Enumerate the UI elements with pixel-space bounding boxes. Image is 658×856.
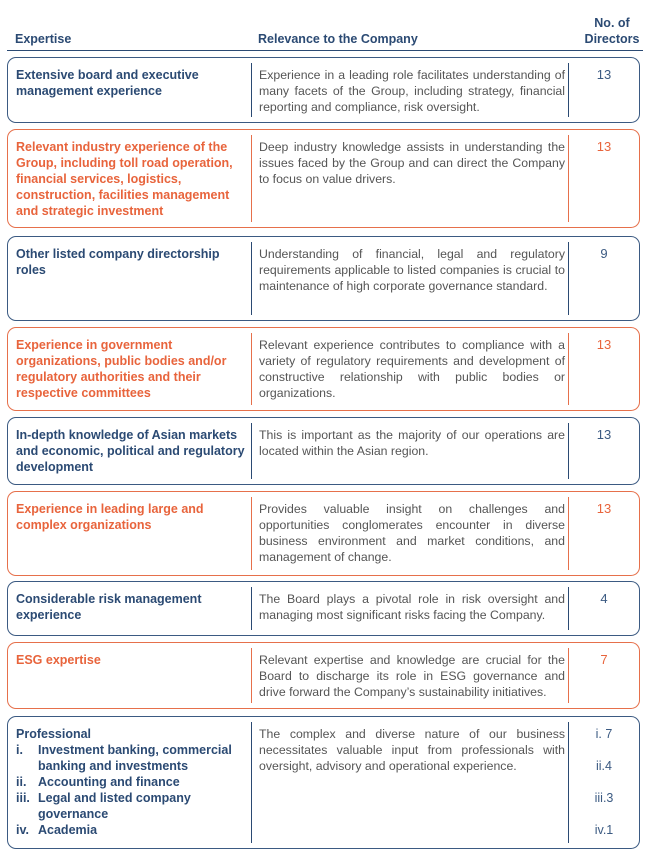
item-number: iv. xyxy=(16,823,29,837)
relevance-cell: Relevant expertise and knowledge are crucial for the Board to discharge its role in ESG governance and drive forward the Company’s sustainability initiatives. xyxy=(259,653,565,699)
item-number: i. xyxy=(16,743,23,757)
column-divider xyxy=(251,497,252,570)
expertise-cell: In-depth knowledge of Asian markets and economic, political and regulatory development xyxy=(16,428,245,474)
table-row xyxy=(7,417,640,485)
relevance-cell: Understanding of financial, legal and regulatory requirements applicable to listed companies is crucial to maintenance of high corporate governance standard. xyxy=(259,247,565,293)
directors-cell: 13 xyxy=(596,139,612,154)
professional-item xyxy=(16,790,248,822)
relevance-cell: The Board plays a pivotal role in risk oversight and managing most significant risks facing the Company. xyxy=(259,592,565,622)
table-row-professional xyxy=(7,716,640,849)
directors-value: i. 7 xyxy=(595,727,613,741)
relevance-cell: Experience in a leading role facilitates understanding of many facets of the Group, including strategy, financial reporting and compliance, risk oversight. xyxy=(259,68,565,114)
directors-cell: 13 xyxy=(596,67,612,82)
table-row xyxy=(7,57,640,123)
column-divider xyxy=(568,497,569,570)
item-label: Academia xyxy=(38,823,98,837)
professional-item xyxy=(16,742,248,774)
item-label: Investment banking, commercial banking and investments xyxy=(38,743,232,773)
column-divider xyxy=(251,423,252,479)
column-divider xyxy=(251,333,252,405)
professional-item xyxy=(16,822,248,838)
column-divider xyxy=(568,423,569,479)
expertise-cell: Extensive board and executive management experience xyxy=(16,68,199,98)
relevance-cell: This is important as the majority of our operations are located within the Asian region. xyxy=(259,428,565,458)
column-divider xyxy=(568,587,569,630)
header-divider xyxy=(7,50,643,51)
directors-cell: 7 xyxy=(600,652,608,667)
directors-value: ii.4 xyxy=(596,759,612,773)
relevance-cell: Deep industry knowledge assists in understanding the issues faced by the Group and can direct the Company to focus on value drivers. xyxy=(259,140,565,186)
header-relevance: Relevance to the Company xyxy=(258,32,418,46)
professional-title: Professional xyxy=(16,727,92,741)
directors-cell: 13 xyxy=(596,427,612,442)
directors-value: iii.3 xyxy=(594,791,614,805)
directors-cell: 4 xyxy=(600,591,608,606)
directors-value: iv.1 xyxy=(594,823,614,837)
header-expertise: Expertise xyxy=(15,32,72,46)
expertise-cell: ESG expertise xyxy=(16,653,101,667)
expertise-cell: Considerable risk management experience xyxy=(16,592,202,622)
column-divider xyxy=(251,587,252,630)
item-label: Legal and listed company governance xyxy=(38,791,191,821)
table-row xyxy=(7,129,640,228)
expertise-cell: Experience in government organizations, public bodies and/or regulatory authorities and their respective committees xyxy=(16,338,227,400)
header-directors-line1: No. of xyxy=(594,16,630,30)
column-divider xyxy=(568,135,569,222)
relevance-cell: The complex and diverse nature of our business necessitates valuable input from professionals with oversight, advisory and operational experience. xyxy=(259,727,565,773)
relevance-cell: Relevant experience contributes to compliance with a variety of regulatory requirements and development of constructive relationship with public bodies or organizations. xyxy=(259,338,565,400)
table-row xyxy=(7,491,640,576)
directors-cell: 13 xyxy=(596,337,612,352)
header-directors xyxy=(580,15,644,47)
column-divider xyxy=(568,648,569,703)
header-directors-line2: Directors xyxy=(584,32,640,46)
table-row xyxy=(7,236,640,321)
column-divider xyxy=(251,63,252,117)
directors-cell: 9 xyxy=(600,246,608,261)
column-divider xyxy=(568,63,569,117)
column-divider xyxy=(568,333,569,405)
table-row xyxy=(7,327,640,411)
item-label: Accounting and finance xyxy=(38,775,180,789)
column-divider xyxy=(251,242,252,315)
column-divider xyxy=(251,648,252,703)
expertise-cell: Relevant industry experience of the Group, including toll road operation, financial services, logistics, construction, facilities management and strategic investment xyxy=(16,140,233,218)
expertise-cell: Other listed company directorship roles xyxy=(16,247,220,277)
relevance-cell: Provides valuable insight on challenges and opportunities conglomerates encounter in diverse business environment and market conditions, and management of change. xyxy=(259,502,565,564)
column-divider xyxy=(251,135,252,222)
professional-item xyxy=(16,774,248,790)
directors-cell: 13 xyxy=(596,501,612,516)
table-row xyxy=(7,581,640,636)
column-divider xyxy=(568,242,569,315)
expertise-cell xyxy=(16,726,248,838)
column-divider xyxy=(251,722,252,843)
item-number: ii. xyxy=(16,775,27,789)
directors-cell xyxy=(570,726,638,854)
table-row xyxy=(7,642,640,709)
column-divider xyxy=(568,722,569,843)
expertise-cell: Experience in leading large and complex organizations xyxy=(16,502,204,532)
item-number: iii. xyxy=(16,791,30,805)
